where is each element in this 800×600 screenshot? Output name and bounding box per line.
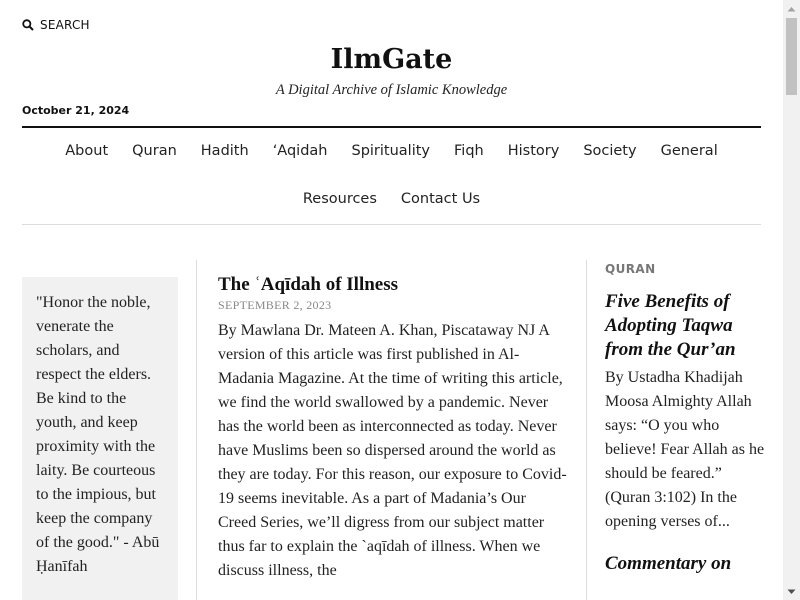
- quote-widget: [22, 277, 178, 600]
- category-label[interactable]: QURAN: [605, 262, 656, 276]
- post-title[interactable]: The ʿAqīdah of Illness: [218, 274, 399, 295]
- nav-item-contact-us[interactable]: Contact Us: [400, 191, 481, 207]
- search-label: SEARCH: [40, 18, 90, 32]
- nav-item-general[interactable]: General: [660, 143, 718, 159]
- nav-item-fiqh[interactable]: Fiqh: [454, 143, 484, 159]
- nav-item-history[interactable]: History: [507, 143, 560, 159]
- post-date: SEPTEMBER 2, 2023: [218, 298, 332, 312]
- current-date: October 21, 2024: [22, 104, 130, 117]
- nav-item-society[interactable]: Society: [583, 143, 637, 159]
- sidebar-post-excerpt: By Ustadha Khadijah Moosa Almighty Allah says: “O you who believe! Fear Allah as he should be feared.” (Quran 3:102) In the opening verses of...: [605, 369, 765, 530]
- column-divider-left: [196, 260, 197, 600]
- header-divider: [22, 126, 761, 128]
- main-nav-row-2: [22, 191, 761, 207]
- post-excerpt: By Mawlana Dr. Mateen A. Khan, Piscataway NJ A version of this article was first published in Al-Madania Magazine. At the time of writing this article, we find the world swallowed by a pandemic. Never has the world been as interconnected as today. Never have Muslims been so dispersed around the world as they are today. For this reason, our exposure to Covid-19 seems inevitable. As a part of Madania’s Our Creed Series, we’ll digress from our subject matter thus far to explain the `aqīdah of illness. When we discuss illness, the: [218, 322, 567, 579]
- vertical-scrollbar[interactable]: [783, 0, 800, 600]
- nav-item-aqidah[interactable]: ‘Aqidah: [272, 143, 328, 159]
- nav-item-about[interactable]: About: [65, 143, 109, 159]
- column-divider-right: [586, 260, 587, 600]
- scrollbar-thumb[interactable]: [786, 18, 797, 95]
- arrow-up-icon[interactable]: [783, 0, 800, 17]
- featured-post: [218, 274, 568, 583]
- search-button[interactable]: [22, 18, 90, 32]
- quote-text: "Honor the noble, venerate the scholars, and respect the elders. Be kind to the youth, and keep proximity with the laity. Be courteous to the impious, but keep the company of the good." - Abū Ḥanīfah: [36, 294, 160, 575]
- nav-item-spirituality[interactable]: Spirituality: [351, 143, 430, 159]
- site-title[interactable]: IlmGate: [330, 44, 453, 75]
- nav-item-resources[interactable]: Resources: [302, 191, 377, 207]
- search-icon: [22, 19, 34, 31]
- arrow-down-icon[interactable]: [783, 583, 800, 600]
- sidebar-post-title[interactable]: Five Benefits of Adopting Taqwa from the Qur’an: [605, 291, 736, 360]
- nav-item-quran[interactable]: Quran: [132, 143, 177, 159]
- site-tagline: A Digital Archive of Islamic Knowledge: [275, 82, 508, 98]
- nav-divider: [22, 224, 761, 225]
- sidebar-posts: [605, 262, 765, 576]
- sidebar-next-post-title[interactable]: Commentary on: [605, 553, 732, 574]
- nav-item-hadith[interactable]: Hadith: [200, 143, 249, 159]
- main-nav: [22, 143, 761, 159]
